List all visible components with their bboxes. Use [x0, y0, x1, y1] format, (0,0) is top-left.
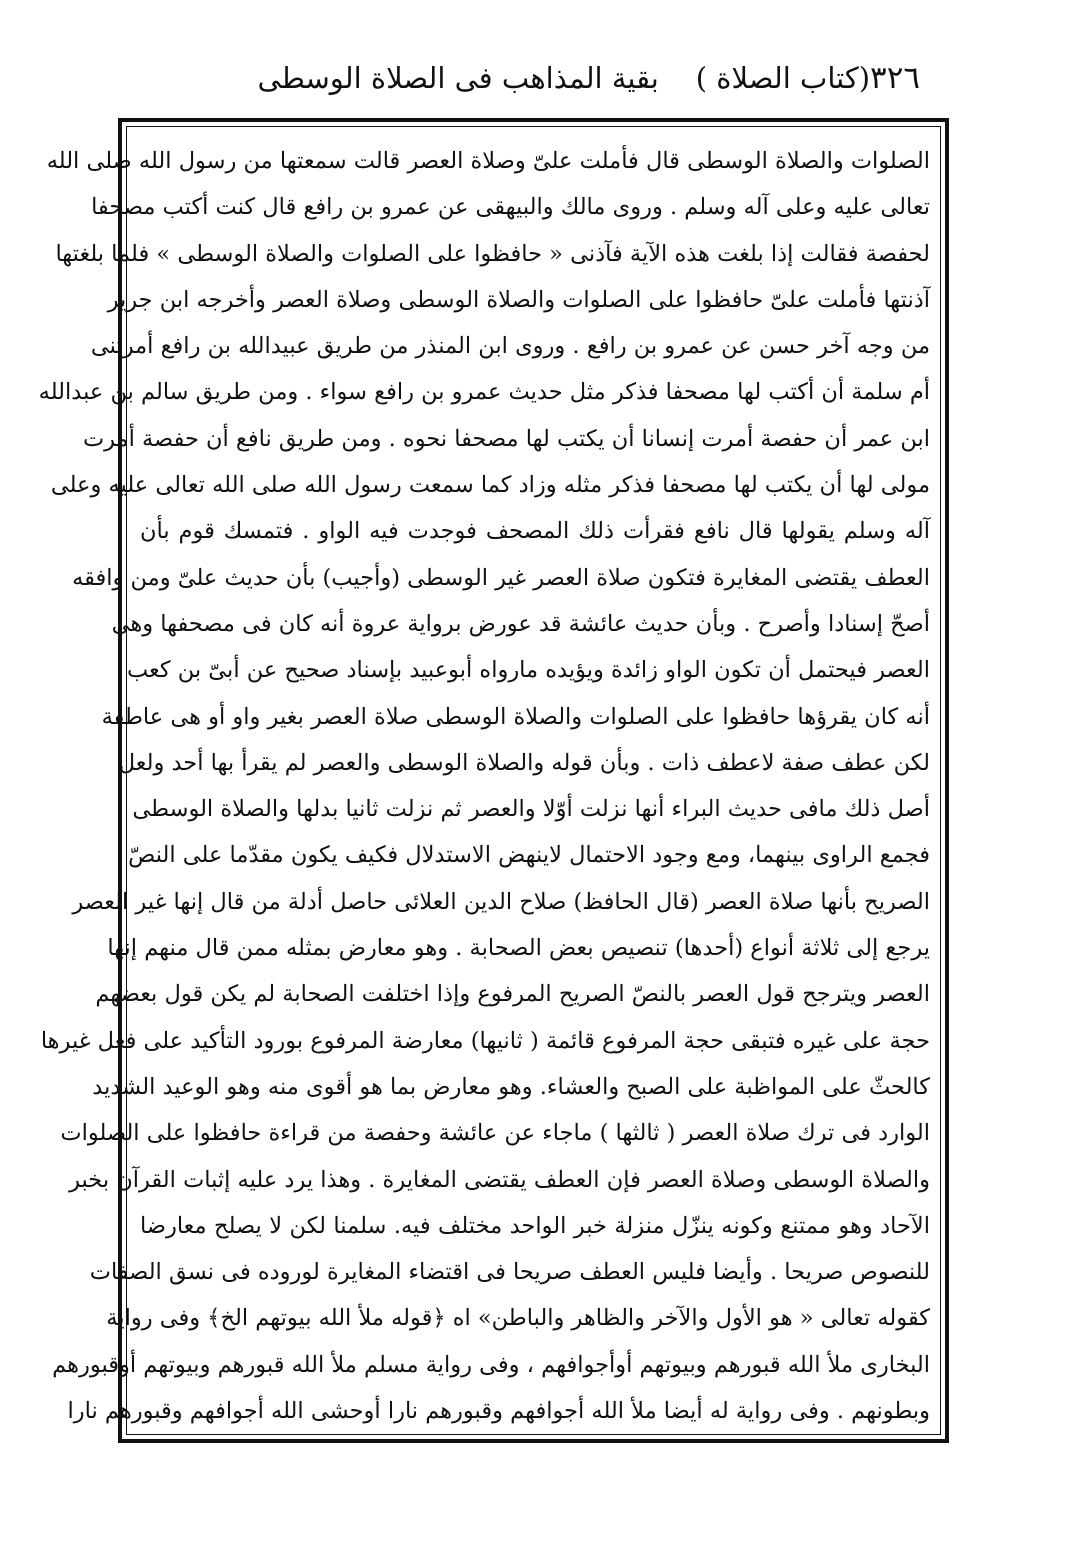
text-line: الآحاد وهو ممتنع وكونه ينزّل منزلة خبر الواحد مختلف فيه. سلمنا لكن لا يصلح معارضا	[140, 1212, 930, 1239]
text-line: وبطونهم . وفى رواية له أيضا ملأ الله أجوافهم وقبورهم نارا أوحشى الله أجوافهم وقبورهم نارا	[67, 1398, 930, 1425]
text-line: كالحثّ على المواظبة على الصبح والعشاء. وهو معارض بما هو أقوى منه وهو الوعيد الشديد	[92, 1073, 930, 1100]
text-line: أنه كان يقرؤها حافظوا على الصلوات والصلاة الوسطى صلاة العصر بغير واو أو هى عاطفة	[101, 703, 930, 730]
text-line: فجمع الراوى بينهما، ومع وجود الاحتمال لاينهض الاستدلال فكيف يكون مقدّما على النصّ	[128, 842, 930, 869]
text-line: العصر ويترجح قول العصر بالنصّ الصريح المرفوع وإذا اختلفت الصحابة لم يكن قول بعضهم	[95, 981, 930, 1008]
text-line: والصلاة الوسطى وصلاة العصر فإن العطف يقتضى المغايرة . وهذا يرد عليه إثبات القرآن بخبر	[69, 1166, 930, 1193]
text-line: من وجه آخر حسن عن عمرو بن رافع . وروى ابن المنذر من طريق عبيدالله بن رافع أمرتنى	[90, 333, 930, 360]
page-header	[257, 60, 920, 112]
section-title: بقية المذاهب فى الصلاة الوسطى	[257, 61, 659, 95]
text-line: الوارد فى ترك صلاة العصر ( ثالثها ) ماجاء عن عائشة وحفصة من قراءة حافظوا على الصلوات	[60, 1120, 930, 1147]
text-line: الصلوات والصلاة الوسطى قال فأملت علىّ وصلاة العصر قالت سمعتها من رسول الله صلى الله	[46, 148, 930, 174]
text-line: ابن عمر أن حفصة أمرت إنسانا أن يكتب لها مصحفا نحوه . ومن طريق نافع أن حفصة أمرت	[82, 425, 930, 452]
page-number: ٣٢٦	[870, 60, 920, 96]
text-line: الصريح بأنها صلاة العصر (قال الحافظ) صلاح الدين العلائى حاصل أدلة من قال إنها غير العصر	[72, 888, 930, 915]
text-line: لكن عطف صفة لاعطف ذات . وبأن قوله والصلاة الوسطى والعصر لم يقرأ بها أحد ولعل	[118, 749, 930, 776]
text-line: تعالى عليه وعلى آله وسلم . وروى مالك والبيهقى عن عمرو بن رافع قال كنت أكتب مصحفا	[91, 194, 930, 221]
text-line: كقوله تعالى « هو الأول والآخر والظاهر والباطن» اه ﴿قوله ملأ الله بيوتهم الخ﴾ وفى رواية	[106, 1305, 930, 1332]
text-line: أصحّ إسنادا وأصرح . وبأن حديث عائشة قد عورض برواية عروة أنه كان فى مصحفها وهى	[111, 610, 930, 637]
text-line: يرجع إلى ثلاثة أنواع (أحدها) تنصيص بعض الصحابة . وهو معارض بمثله ممن قال منهم إنها	[107, 935, 930, 962]
text-line: آذنتها فأملت علىّ حافظوا على الصلوات والصلاة الوسطى وصلاة العصر وأخرجه ابن جرير	[107, 286, 930, 313]
text-line: آله وسلم يقولها قال نافع فقرأت ذلك المصحف فوجدت فيه الواو . فتمسك قوم بأن	[140, 518, 930, 545]
text-line: العصر فيحتمل أن تكون الواو زائدة ويؤيده مارواه أبوعبيد بإسناد صحيح عن أبىّ بن كعب	[126, 657, 930, 684]
body-text	[38, 138, 930, 1434]
text-line: للنصوص صريحا . وأيضا فليس العطف صريحا فى اقتضاء المغايرة لوروده فى نسق الصفات	[89, 1259, 930, 1286]
text-line: أصل ذلك مافى حديث البراء أنها نزلت أوّلا والعصر ثم نزلت ثانيا بدلها والصلاة الوسطى	[132, 796, 930, 823]
text-line: حجة على غيره فتبقى حجة المرفوع قائمة ( ثانيها) معارضة المرفوع بورود التأكيد على فعل غيرها	[40, 1027, 930, 1054]
text-line: لحفصة فقالت إذا بلغت هذه الآية فآذنى « حافظوا على الصلوات والصلاة الوسطى » فلما بلغتها	[55, 240, 930, 267]
text-line: أم سلمة أن أكتب لها مصحفا فذكر مثل حديث عمرو بن رافع سواء . ومن طريق سالم بن عبدالله	[38, 379, 930, 406]
text-line: البخارى ملأ الله قبورهم وبيوتهم أوأجوافهم ، وفى رواية مسلم ملأ الله قبورهم وبيوتهم أوقبورهم	[52, 1351, 930, 1378]
text-line: مولى لها أن يكتب لها مصحفا فذكر مثله وزاد كما سمعت رسول الله صلى الله تعالى عليه وعلى	[50, 472, 930, 499]
book-title: (كتاب الصلاة )	[695, 61, 871, 95]
running-title	[258, 61, 871, 95]
text-line: العطف يقتضى المغايرة فتكون صلاة العصر غير الوسطى (وأجيب) بأن حديث علىّ ومن وافقه	[72, 564, 930, 591]
